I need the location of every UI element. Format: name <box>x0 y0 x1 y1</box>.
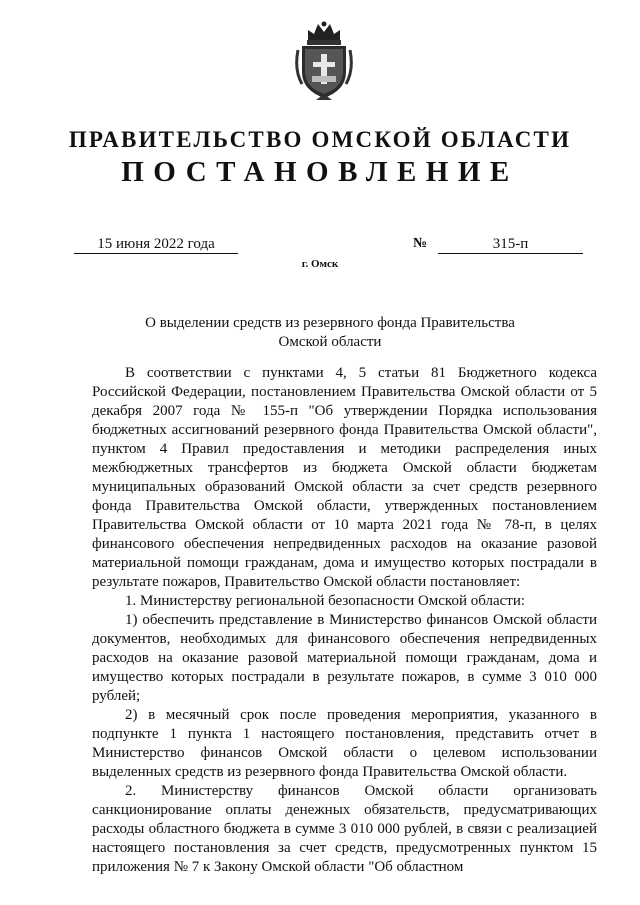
number-label: № <box>413 236 428 251</box>
city-label: г. Омск <box>301 258 339 270</box>
paragraph-item-1-1: 1) обеспечить представление в Министерство финансов Омской области документов, необходимых для финансового обеспечения непредвиденных расходов на оказание разовой материальной помощи гражданам, дома и имущество которых пострадали в результате пожаров, в сумме 3 010 000 рублей; <box>92 612 597 704</box>
omsk-coat-of-arms-icon <box>294 20 354 102</box>
organization-name: ПРАВИТЕЛЬСТВО ОМСКОЙ ОБЛАСТИ <box>68 127 572 152</box>
document-number: 315-п <box>438 235 583 254</box>
document-type: ПОСТАНОВЛЕНИЕ <box>121 156 519 188</box>
document-body <box>92 364 597 877</box>
paragraph-item-2: 2. Министерству финансов Омской области организовать санкционирование оплаты денежных обязательств, предусматривающих расходы областного бюджета в сумме 3 010 000 рублей, в связи с реализацией настоящего постановления за счет средств, предусмотренных пунктом 15 приложения № 7 к Закону Омской области "Об областном <box>92 783 597 875</box>
paragraph-preamble: В соответствии с пунктами 4, 5 статьи 81 Бюджетного кодекса Российской Федерации, постановлением Правительства Омской области от 5 декабря 2007 года № 155-п "Об утверждении Порядка использования бюджетных ассигнований резервного фонда Правительства Омской области", пунктом 4 Правил предоставления и методики распределения иных межбюджетных трансфертов из бюджета Омской области бюджетам муниципальных образований Омской области за счет средств резервного фонда Правительства Омской области, утвержденных постановлением Правительства Омской области от 10 марта 2021 года № 78-п, в целях финансового обеспечения непредвиденных расходов на оказание разовой материальной помощи гражданам, дома и имущество которых пострадали в результате пожаров, Правительство Омской области постановляет: <box>92 365 597 590</box>
document-date: 15 июня 2022 года <box>74 235 238 254</box>
document-title <box>130 314 530 352</box>
paragraph-item-1-2: 2) в месячный срок после проведения мероприятия, указанного в подпункте 1 пункта 1 настоящего постановления, представить отчет в Министерство финансов Омской области о целевом использовании выделенных средств из резервного фонда Правительства Омской области. <box>92 707 597 780</box>
title-line-2: Омской области <box>278 334 382 350</box>
title-line-1: О выделении средств из резервного фонда Правительства <box>145 315 515 331</box>
paragraph-item-1: 1. Министерству региональной безопасности Омской области: <box>125 593 526 609</box>
